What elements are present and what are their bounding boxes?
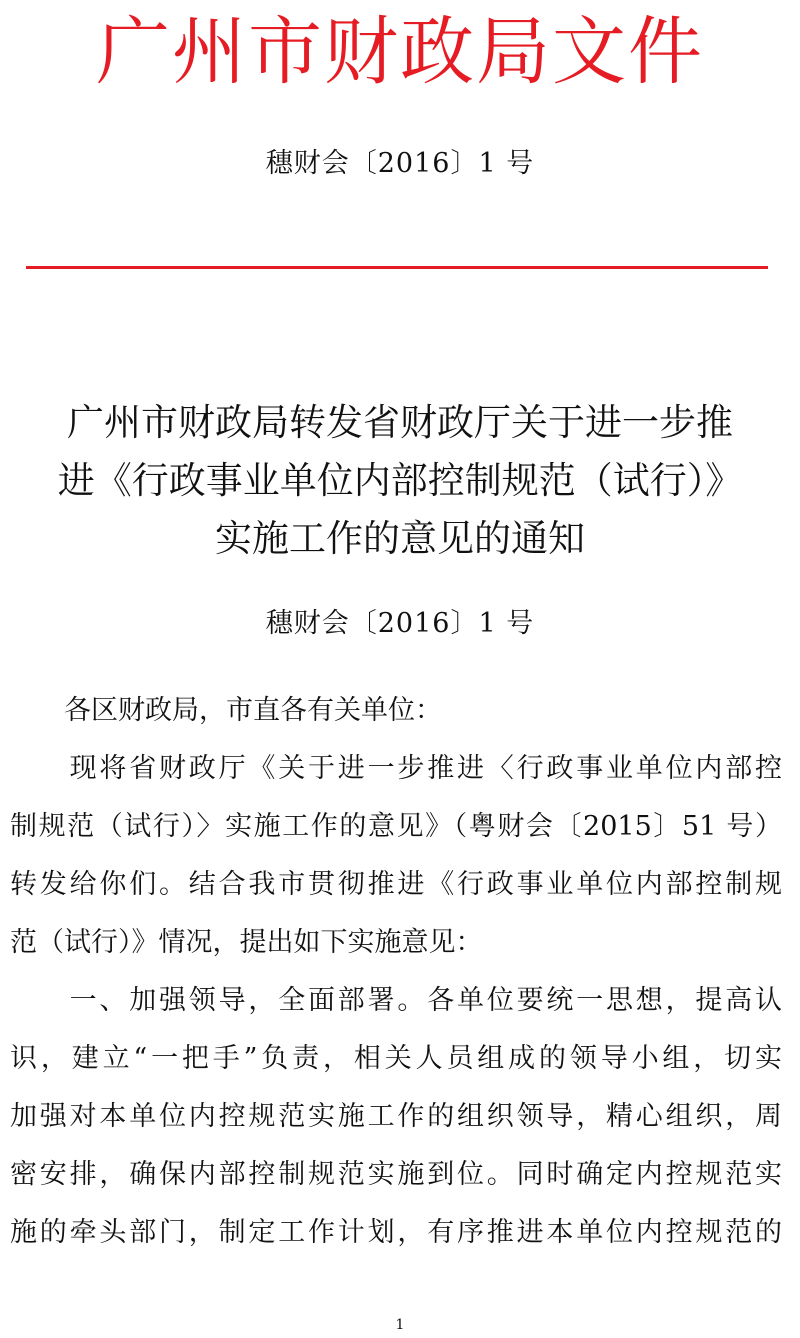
body-line: 识，建立“一把手”负责，相关人员组成的领导小组，切实 bbox=[10, 1043, 782, 1074]
body-line: 范（试行）》情况，提出如下实施意见： bbox=[10, 927, 483, 958]
body-line: 加强对本单位内控规范实施工作的组织领导，精心组织，周 bbox=[10, 1101, 782, 1132]
notice-document-number: 穗财会〔2016〕1 号 bbox=[265, 608, 535, 639]
notice-title bbox=[10, 394, 790, 568]
notice-title-line: 实施工作的意见的通知 bbox=[215, 517, 585, 560]
body-text bbox=[10, 682, 782, 1262]
document-header-title: 广州市财政局文件 bbox=[96, 9, 704, 95]
notice-title-line: 广州市财政局转发省财政厅关于进一步推 bbox=[67, 401, 733, 444]
body-line: 转发给你们。结合我市贯彻推进《行政事业单位内部控制规 bbox=[10, 869, 782, 900]
header-divider-red-line bbox=[26, 266, 768, 269]
notice-title-line: 进《行政事业单位内部控制规范（试行）》 bbox=[57, 459, 743, 502]
body-line: 一、加强领导，全面部署。各单位要统一思想，提高认 bbox=[10, 985, 782, 1016]
body-line: 施的牵头部门，制定工作计划，有序推进本单位内控规范的 bbox=[10, 1217, 782, 1248]
addressee-line: 各区财政局，市直各有关单位： bbox=[10, 695, 442, 726]
body-line: 现将省财政厅《关于进一步推进〈行政事业单位内部控 bbox=[10, 753, 782, 784]
document-number: 穗财会〔2016〕1 号 bbox=[265, 148, 535, 179]
page-number: 1 bbox=[395, 1317, 405, 1333]
body-line: 密安排，确保内部控制规范实施到位。同时确定内控规范实 bbox=[10, 1159, 782, 1190]
body-line: 制规范（试行）〉实施工作的意见》（粤财会〔2015〕51 号） bbox=[10, 811, 782, 842]
